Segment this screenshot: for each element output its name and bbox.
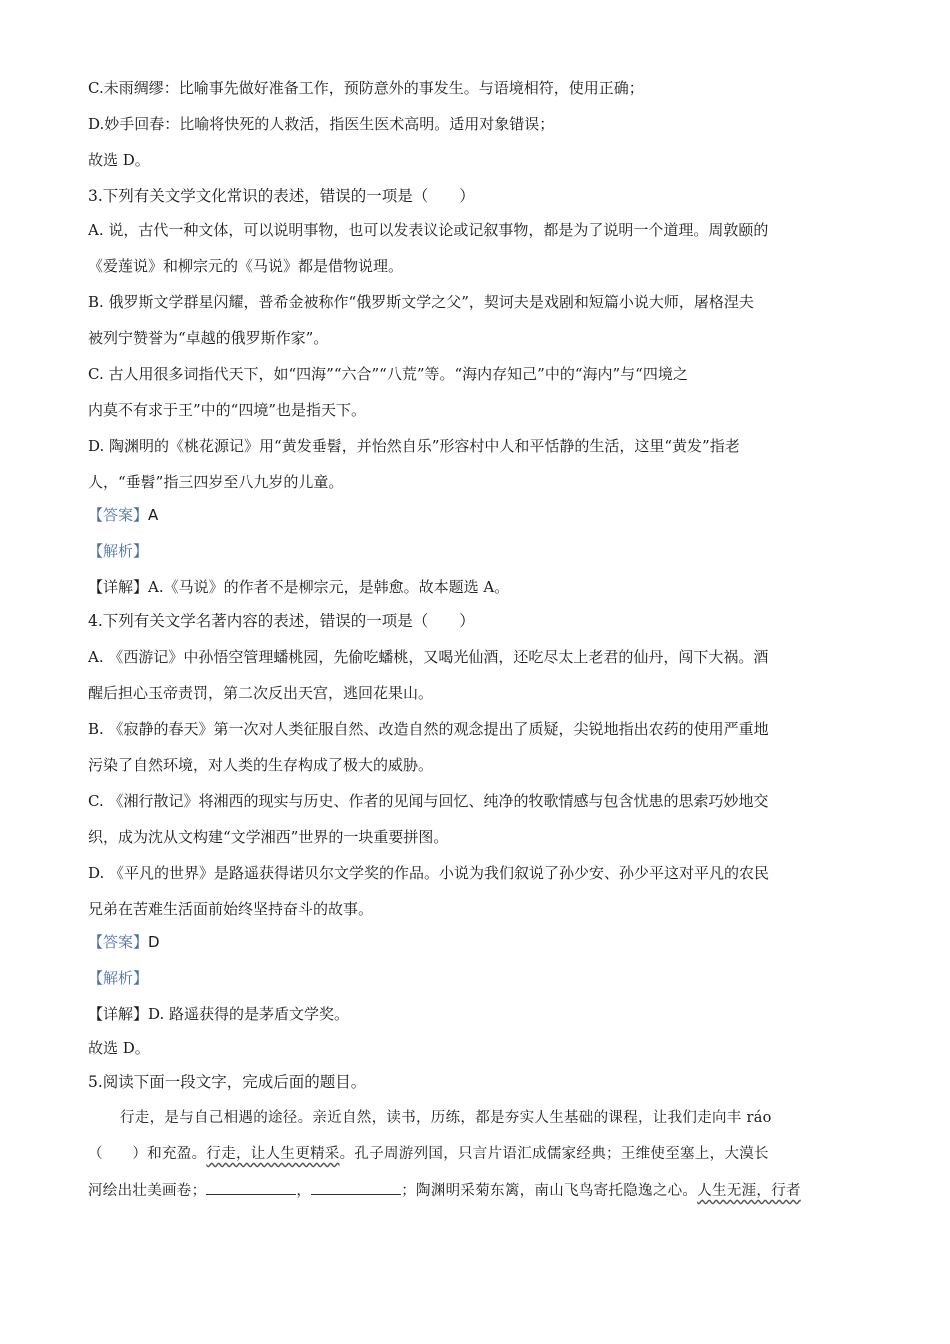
answer-tag: 【答案】: [88, 933, 149, 951]
passage-line-2: （ ）和充盈。行走，让人生更精采。孔子周游列国，只言片语汇成儒家经典；王维使至塞上，大漠长: [88, 1146, 769, 1162]
detail-text: A.《马说》的作者不是柳宗元，是韩愈。故本题选 A。: [148, 578, 510, 596]
q4-option-a-line2: 醒后担心玉帝责罚，第二次反出天宫，逃回花果山。: [88, 684, 434, 702]
wavy-underlined-phrase: 人生无涯，行者: [697, 1183, 801, 1199]
answer-value: D: [148, 933, 160, 951]
q4-conclusion: 故选 D。: [88, 1039, 150, 1057]
detail-tag: 【详解】: [88, 1005, 149, 1023]
q4-option-b-line1: B. 《寂静的春天》第一次对人类征服自然、改造自然的观念提出了质疑，尖锐地指出农药的使用严重地: [88, 720, 769, 738]
q4-detail: [88, 1004, 858, 1024]
q3-detail: [88, 577, 858, 597]
q3-option-c-line2: 内莫不有求于王”中的“四境”也是指天下。: [88, 401, 367, 419]
q3-option-b-line2: 被列宁赞誉为“卓越的俄罗斯作家”。: [88, 329, 329, 347]
q3-option-a-line1: A. 说，古代一种文体，可以说明事物，也可以发表议论或记叙事物，都是为了说明一个道理。周敦颐的: [88, 221, 769, 239]
q4-option-b-line2: 污染了自然环境，对人类的生存构成了极大的威胁。: [88, 756, 434, 774]
question-3-stem: 3.下列有关文学文化常识的表述，错误的一项是（ ）: [88, 187, 475, 205]
detail-tag: 【详解】: [88, 578, 149, 596]
fill-blank-2[interactable]: [311, 1180, 401, 1195]
q2-conclusion: 故选 D。: [88, 151, 150, 169]
question-5-stem: 5.阅读下面一段文字，完成后面的题目。: [88, 1073, 367, 1091]
q4-option-c-line1: C. 《湘行散记》将湘西的现实与历史、作者的见闻与回忆、纯净的牧歌情感与包含忧患的思索巧妙地交: [88, 792, 769, 810]
q4-option-d-line2: 兄弟在苦难生活面前始终坚持奋斗的故事。: [88, 900, 374, 918]
q3-option-d-line1: D. 陶渊明的《桃花源记》用“黄发垂髫，并怡然自乐”形容村中人和平恬静的生活，这里“黄发”指老: [88, 437, 740, 455]
q4-analysis-tag: 【解析】: [88, 969, 149, 987]
q3-analysis-tag: 【解析】: [88, 542, 149, 560]
passage-line-1: 行走，是与自己相遇的途径。亲近自然，读书，历练，都是夯实人生基础的课程，让我们走向丰 ráo: [120, 1110, 772, 1126]
detail-text: D. 路遥获得的是茅盾文学奖。: [148, 1005, 350, 1023]
q4-answer: [88, 932, 858, 952]
passage-line-3: 河绘出壮美画卷； ， ；陶渊明采菊东篱，南山飞鸟寄托隐逸之心。人生无涯，行者: [88, 1180, 858, 1201]
wavy-underlined-sentence: 行走，让人生更精采: [206, 1146, 340, 1162]
option-d-explanation: D.妙手回春：比喻将快死的人救活，指医生医术高明。适用对象错误；: [88, 115, 555, 133]
q4-option-d-line1: D. 《平凡的世界》是路遥获得诺贝尔文学奖的作品。小说为我们叙说了孙少安、孙少平这对平凡的农民: [88, 864, 770, 882]
q4-option-a-line1: A. 《西游记》中孙悟空管理蟠桃园，先偷吃蟠桃，又喝光仙酒，还吃尽太上老君的仙丹，闯下大祸。酒: [88, 648, 769, 666]
q3-option-b-line1: B. 俄罗斯文学群星闪耀，普希金被称作“俄罗斯文学之父”，契诃夫是戏剧和短篇小说大师，屠格涅夫: [88, 293, 754, 311]
answer-tag: 【答案】: [88, 506, 149, 524]
question-4-stem: 4.下列有关文学名著内容的表述，错误的一项是（ ）: [88, 612, 475, 630]
option-c-explanation: C.未雨绸缪：比喻事先做好准备工作，预防意外的事发生。与语境相符，使用正确；: [88, 79, 644, 97]
q3-option-d-line2: 人，“垂髫”指三四岁至八九岁的儿童。: [88, 473, 344, 491]
q3-option-a-line2: 《爱莲说》和柳宗元的《马说》都是借物说理。: [88, 257, 404, 275]
q3-answer: [88, 505, 858, 525]
q3-option-c-line1: C. 古人用很多词指代天下，如“四海”“六合”“八荒”等。“海内存知己”中的“海内”与“四境之: [88, 365, 688, 383]
answer-value: A: [148, 506, 159, 524]
fill-blank-1[interactable]: [206, 1180, 296, 1195]
q4-option-c-line2: 织，成为沈从文构建“文学湘西”世界的一块重要拼图。: [88, 828, 449, 846]
